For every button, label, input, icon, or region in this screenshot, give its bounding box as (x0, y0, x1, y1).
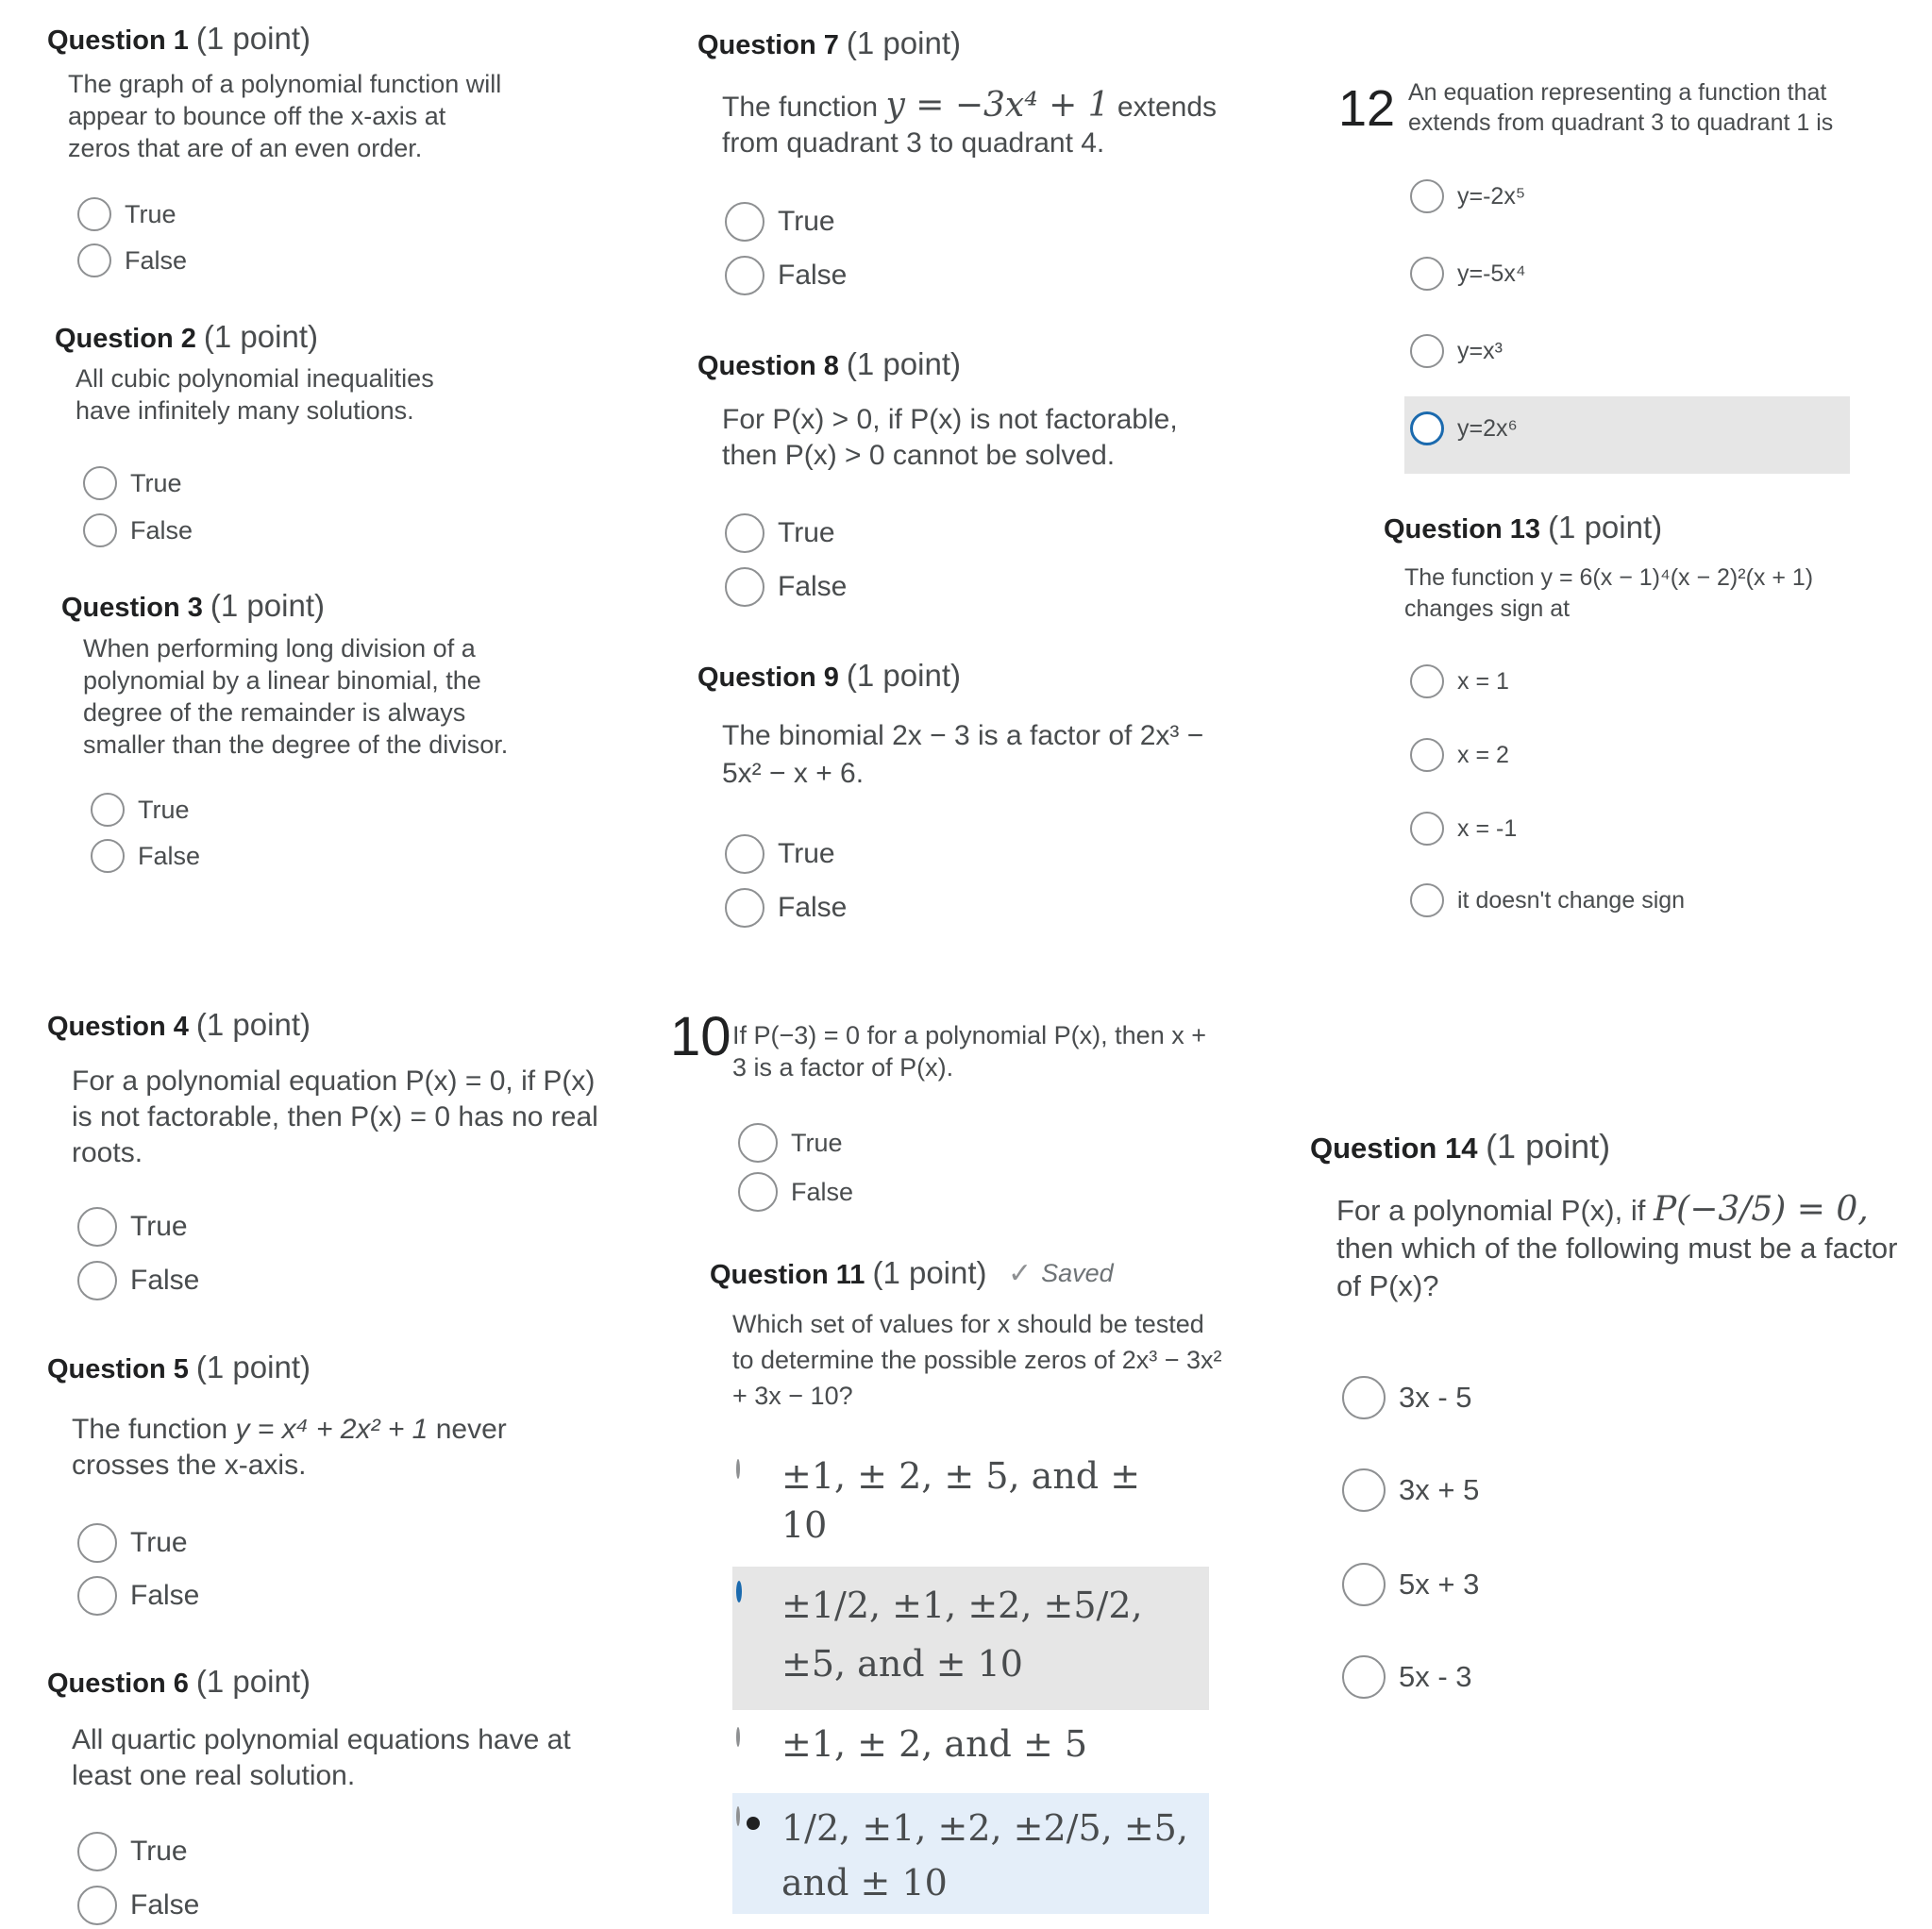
question-2-option-true[interactable] (83, 466, 182, 500)
option-label: 3x + 5 (1399, 1473, 1480, 1506)
option-label: False (130, 1265, 200, 1296)
radio-button[interactable] (77, 1576, 117, 1616)
radio-button[interactable] (725, 567, 764, 607)
question-8-header (697, 346, 961, 382)
question-7-equation: y = −3x⁴ + 1 (885, 86, 1110, 125)
question-13-option-2[interactable] (1410, 738, 1509, 772)
question-6-option-true[interactable] (77, 1832, 188, 1871)
question-3-option-false[interactable] (91, 839, 200, 873)
question-3-text: When performing long division of a polynomial by a linear binomial, the degree of the remainder is always smaller than the degree of the divisor. (83, 634, 509, 759)
option-label: x = -1 (1457, 814, 1518, 842)
question-1-label: Question 1 (47, 25, 189, 56)
radio-button[interactable] (1410, 664, 1444, 698)
question-12-text: An equation representing a function that extends from quadrant 3 to quadrant 1 is (1408, 79, 1834, 136)
question-2-text: All cubic polynomial inequalities have infinitely many solutions. (76, 364, 434, 425)
question-6-text: All quartic polynomial equations have at least one real solution. (72, 1724, 571, 1791)
radio-button[interactable] (1410, 812, 1444, 846)
question-10-option-true[interactable] (738, 1123, 843, 1163)
option-label: True (791, 1128, 843, 1157)
question-14-header (1310, 1127, 1610, 1166)
question-12-option-1[interactable] (1410, 179, 1525, 213)
question-9-text: The binomial 2x − 3 is a factor of 2x³ − 5x² − x + 6. (722, 720, 1204, 789)
question-5-option-true[interactable] (77, 1523, 188, 1563)
question-11-points: (1 point) (872, 1255, 987, 1290)
checkmark-icon: ✓ (1008, 1258, 1033, 1289)
radio-button[interactable] (1342, 1655, 1386, 1699)
question-5-text-end: never crosses the x-axis. (72, 1414, 507, 1481)
radio-button[interactable] (1410, 179, 1444, 213)
option-label: True (778, 517, 835, 548)
question-8-option-true[interactable] (725, 513, 835, 553)
option-label: 5x - 3 (1399, 1660, 1472, 1693)
question-7-text-end: extends from quadrant 3 to quadrant 4. (722, 92, 1218, 159)
option-label: False (130, 1580, 200, 1611)
option-label: x = 1 (1457, 667, 1509, 695)
question-2-points: (1 point) (203, 319, 318, 354)
question-14-text (1336, 1191, 1903, 1305)
question-9-option-true[interactable] (725, 834, 835, 874)
question-7-text (722, 88, 1251, 161)
question-2-option-false[interactable] (83, 513, 193, 547)
question-8-option-false[interactable] (725, 567, 847, 607)
option-label: False (778, 892, 848, 923)
radio-button[interactable] (725, 202, 764, 242)
question-12-number: 12 (1338, 80, 1396, 137)
question-14-text-start: For a polynomial P(x), if (1336, 1194, 1654, 1227)
radio-button[interactable] (77, 243, 111, 277)
question-7-label: Question 7 (697, 30, 839, 60)
question-5-equation: y = x⁴ + 2x² + 1 (235, 1414, 428, 1445)
option-label: ±1, ± 2, and ± 5 (781, 1723, 1088, 1765)
question-4-text: For a polynomial equation P(x) = 0, if P(x) is not factorable, then P(x) = 0 has no real roots. (72, 1065, 598, 1168)
question-6-option-false[interactable] (77, 1886, 199, 1925)
question-3-points: (1 point) (210, 588, 325, 623)
question-1-option-true[interactable] (77, 197, 176, 231)
question-11-option-2[interactable] (732, 1567, 1209, 1710)
option-label: False (778, 571, 848, 602)
radio-button[interactable] (725, 888, 764, 928)
question-7-option-false[interactable] (725, 256, 847, 295)
question-4-header (47, 1007, 311, 1043)
option-label: True (130, 1527, 188, 1558)
option-label: x = 2 (1457, 741, 1509, 768)
radio-button[interactable] (736, 1806, 740, 1826)
question-14-text-end: then which of the following must be a factor of P(x)? (1336, 1232, 1898, 1302)
question-4-label: Question 4 (47, 1012, 189, 1042)
radio-button[interactable] (725, 834, 764, 874)
radio-button[interactable] (91, 793, 125, 827)
saved-label: Saved (1041, 1259, 1114, 1287)
radio-button[interactable] (77, 1523, 117, 1563)
radio-button[interactable] (83, 513, 117, 547)
question-8-label: Question 8 (697, 351, 839, 381)
radio-button[interactable] (1342, 1563, 1386, 1606)
radio-button[interactable] (83, 466, 117, 500)
option-label: y=x³ (1457, 337, 1503, 364)
question-13-option-1[interactable] (1410, 664, 1509, 698)
question-14-label: Question 14 (1310, 1132, 1478, 1165)
question-9-option-false[interactable] (725, 888, 847, 928)
option-label: y=-5x⁴ (1457, 260, 1526, 287)
radio-button[interactable] (91, 839, 125, 873)
option-label: False (138, 841, 201, 870)
question-11-option-4[interactable] (732, 1793, 1209, 1914)
question-5-points: (1 point) (195, 1350, 311, 1384)
question-3-label: Question 3 (61, 593, 203, 623)
question-14-points: (1 point) (1486, 1127, 1611, 1166)
question-1-points: (1 point) (195, 21, 311, 56)
option-label: True (130, 1211, 188, 1242)
radio-button[interactable] (77, 1886, 117, 1925)
question-1-text: The graph of a polynomial function will appear to bounce off the x-axis at zeros that are of an even order. (68, 70, 502, 162)
option-label: False (125, 245, 188, 275)
question-6-label: Question 6 (47, 1669, 189, 1699)
option-label: 1/2, ±1, ±2, ±2/5, ±5, and ± 10 (781, 1807, 1188, 1904)
question-4-points: (1 point) (195, 1007, 311, 1042)
question-9-points: (1 point) (846, 658, 961, 693)
radio-button[interactable] (1342, 1468, 1386, 1512)
question-13-option-3[interactable] (1410, 812, 1517, 846)
question-14-option-2[interactable] (1342, 1468, 1479, 1512)
question-13-points: (1 point) (1548, 510, 1663, 545)
radio-button[interactable] (725, 513, 764, 553)
question-5-header (47, 1350, 311, 1385)
question-4-option-true[interactable] (77, 1207, 188, 1247)
question-2-header (55, 319, 318, 355)
question-3-option-true[interactable] (91, 793, 190, 827)
question-6-header (47, 1664, 311, 1700)
question-2-label: Question 2 (55, 324, 196, 354)
radio-button[interactable] (1410, 738, 1444, 772)
radio-button[interactable] (1342, 1376, 1386, 1419)
question-10-text: If P(−3) = 0 for a polynomial P(x), then x + 3 is a factor of P(x). (732, 1021, 1206, 1082)
option-label: False (130, 515, 193, 545)
question-14-option-4[interactable] (1342, 1655, 1472, 1699)
saved-status (1008, 1257, 1114, 1290)
radio-button[interactable] (1410, 257, 1444, 291)
radio-button[interactable] (1410, 883, 1444, 917)
question-10-number: 10 (670, 1006, 731, 1067)
question-12-option-3[interactable] (1410, 334, 1503, 368)
question-5-label: Question 5 (47, 1354, 189, 1384)
question-14-option-1[interactable] (1342, 1376, 1472, 1419)
question-11-option-3[interactable] (732, 1719, 1209, 1776)
question-7-points: (1 point) (846, 25, 961, 60)
option-label: True (130, 468, 182, 497)
option-label: True (778, 206, 835, 237)
option-label: True (138, 795, 190, 824)
question-11-option-1[interactable] (732, 1451, 1209, 1555)
question-1-option-false[interactable] (77, 243, 187, 277)
question-3-header (61, 588, 325, 624)
question-13-option-4[interactable] (1410, 883, 1685, 917)
radio-button[interactable] (738, 1172, 778, 1212)
option-label: ±1/2, ±1, ±2, ±5/2, ±5, and ± 10 (781, 1585, 1143, 1685)
radio-button[interactable] (738, 1123, 778, 1163)
option-label: y=-2x⁵ (1457, 182, 1526, 210)
question-5-text (72, 1412, 544, 1484)
question-8-points: (1 point) (846, 346, 961, 381)
question-9-header (697, 658, 961, 694)
option-row (1410, 411, 1518, 445)
question-7-header (697, 25, 961, 61)
question-13-label: Question 13 (1384, 514, 1540, 545)
question-8-text: For P(x) > 0, if P(x) is not factorable, then P(x) > 0 cannot be solved. (722, 404, 1178, 471)
question-11-header (710, 1255, 987, 1291)
option-label: False (778, 260, 848, 291)
question-4-option-false[interactable] (77, 1261, 199, 1300)
option-label: False (130, 1889, 200, 1921)
question-13-header (1384, 510, 1662, 545)
question-7-text-start: The function (722, 92, 886, 123)
option-label: ±1, ± 2, ± 5, and ± 10 (781, 1455, 1141, 1546)
question-14-equation: P(−3/5) = 0, (1653, 1190, 1869, 1229)
option-label: it doesn't change sign (1457, 886, 1686, 914)
question-12-option-2[interactable] (1410, 257, 1526, 291)
option-label: False (791, 1177, 854, 1206)
question-11-text: Which set of values for x should be tested to determine the possible zeros of 2x³ − 3x² + 3x − 10? (732, 1310, 1222, 1410)
question-13-text: The function y = 6(x − 1)⁴(x − 2)²(x + 1) changes sign at (1404, 564, 1814, 622)
question-12-option-4[interactable] (1404, 396, 1850, 474)
radio-button[interactable] (77, 1261, 117, 1300)
radio-button[interactable] (1410, 334, 1444, 368)
question-5-text-start: The function (72, 1414, 236, 1445)
question-5-option-false[interactable] (77, 1576, 199, 1616)
option-label: True (778, 838, 835, 869)
question-10-option-false[interactable] (738, 1172, 853, 1212)
question-11-label: Question 11 (710, 1260, 865, 1290)
radio-button[interactable] (1410, 411, 1444, 445)
radio-button[interactable] (736, 1581, 742, 1602)
option-label: True (125, 199, 176, 228)
question-6-points: (1 point) (195, 1664, 311, 1699)
radio-button[interactable] (725, 256, 764, 295)
radio-button[interactable] (736, 1459, 740, 1479)
option-label: 5x + 3 (1399, 1568, 1480, 1601)
radio-button[interactable] (77, 1832, 117, 1871)
option-label: True (130, 1836, 188, 1867)
radio-button[interactable] (77, 1207, 117, 1247)
option-label: 3x - 5 (1399, 1381, 1472, 1414)
radio-button[interactable] (77, 197, 111, 231)
question-7-option-true[interactable] (725, 202, 835, 242)
question-14-option-3[interactable] (1342, 1563, 1479, 1606)
option-label: y=2x⁶ (1457, 414, 1518, 442)
radio-button[interactable] (736, 1727, 740, 1747)
question-9-label: Question 9 (697, 663, 839, 693)
question-1-header (47, 21, 311, 57)
